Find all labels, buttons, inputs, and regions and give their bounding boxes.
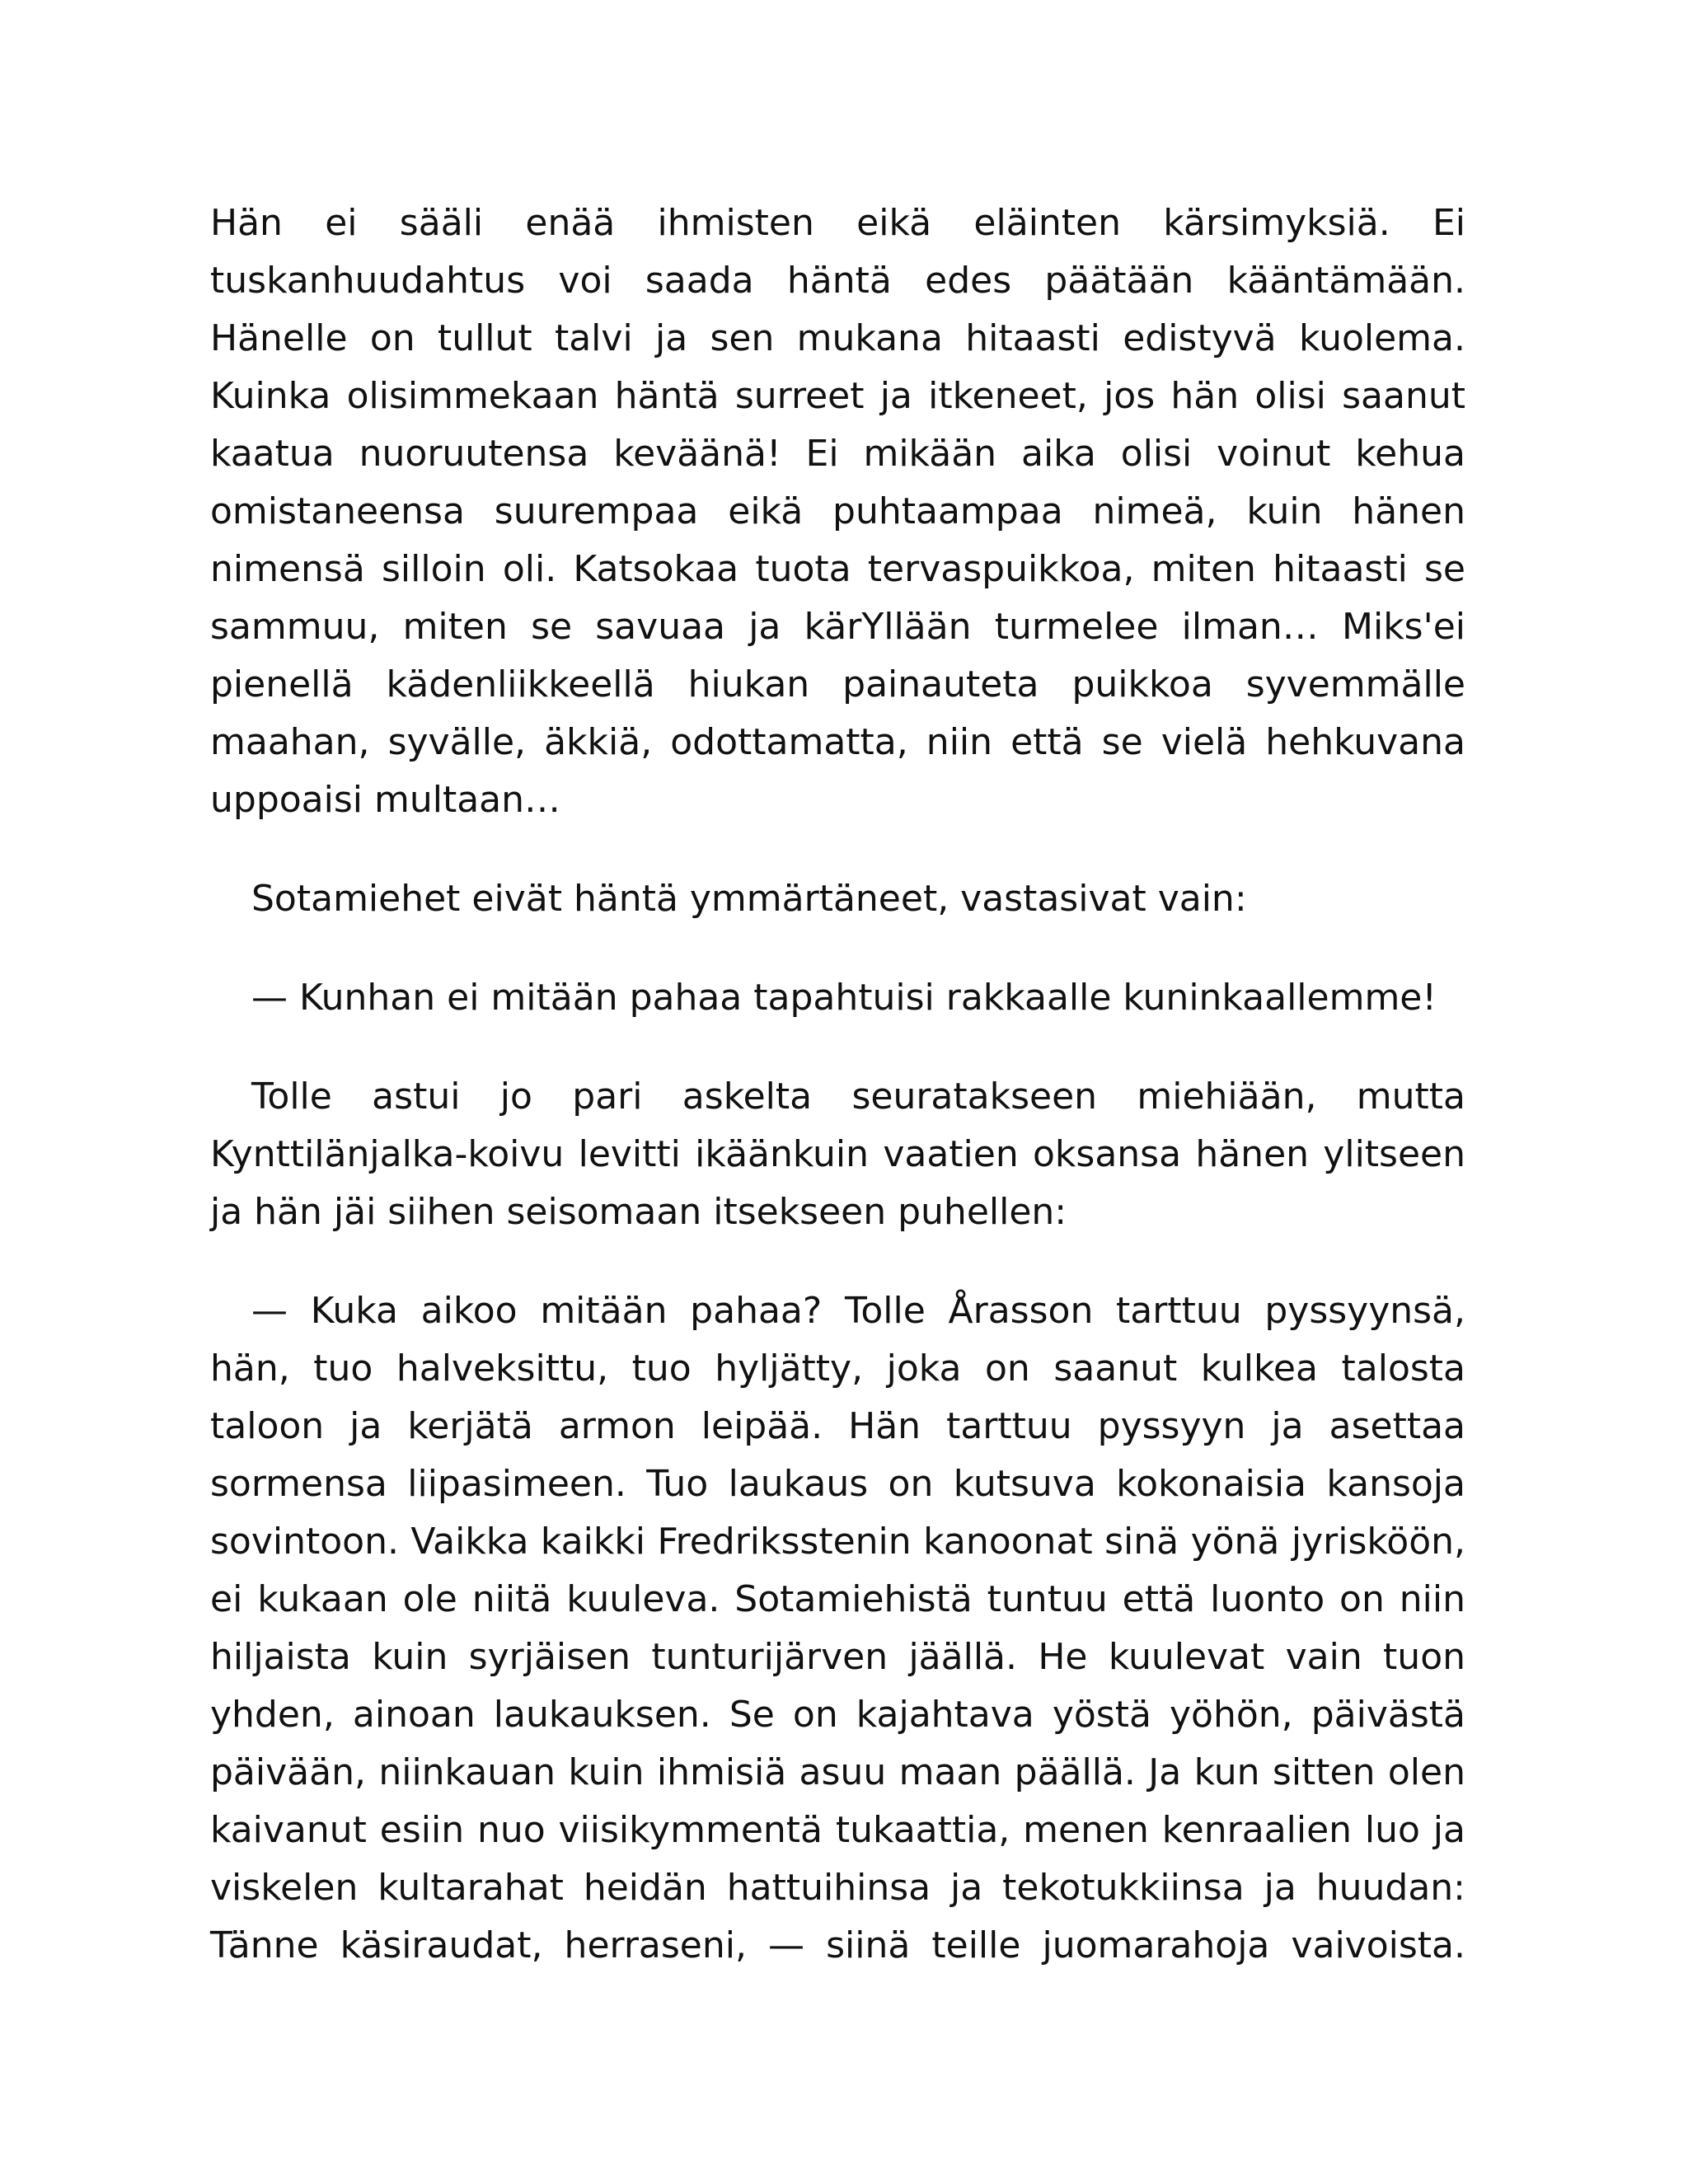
paragraph-4: Tolle astui jo pari askelta seuratakseen miehiään, mutta Kynttilänjalka-koivu levitti ikäänkuin vaatien oksansa hänen ylitseen ja hän jäi siihen seisomaan itsekseen puhellen: xyxy=(210,1076,1465,1233)
paragraph-1: Hän ei sääli enää ihmisten eikä eläinten kärsimyksiä. Ei tuskanhuudahtus voi saada häntä edes päätään kääntämään. Hänelle on tullut talvi ja sen mukana hitaasti edistyvä kuolema. Kuinka olisimmekaan häntä surreet ja itkeneet, jos hän olisi saanut kaatua nuoruutensa keväänä! Ei mikään aika olisi voinut kehua omistaneensa suurempaa eikä puhtaampaa nimeä, kuin hänen nimensä silloin oli. Katsokaa tuota tervaspuikkoa, miten hitaasti se sammuu, miten se savuaa ja kärYllään turmelee ilman… Miks'ei pienellä kädenliikkeellä hiukan painauteta puikkoa syvemmälle maahan, syvälle, äkkiä, odottamatta, niin että se vielä hehkuvana uppoaisi multaan… xyxy=(210,202,1465,821)
paragraph-5: — Kuka aikoo mitään pahaa? Tolle Årasson tarttuu pyssyynsä, hän, tuo halveksittu, tuo hyljätty, joka on saanut kulkea talosta taloon ja kerjätä armon leipää. Hän tarttuu pyssyyn ja asettaa sormensa liipasimeen. Tuo laukaus on kutsuva kokonaisia kansoja sovintoon. Vaikka kaikki Fredriksstenin kanoonat sinä yönä jyrisköön, ei kukaan ole niitä kuuleva. Sotamiehistä tuntuu että luonto on niin hiljaista kuin syrjäisen tunturijärven jäällä. He kuulevat vain tuon yhden, ainoan laukauksen. Se on kajahtava yöstä yöhön, päivästä päivään, niinkauan kuin ihmisiä asuu maan päällä. Ja kun sitten olen kaivanut esiin nuo viisikymmentä tukaattia, menen kenraalien luo ja viskelen kultarahat heidän hattuihinsa ja tekotukkiinsa ja huudan: Tänne käsiraudat, herraseni, — siinä teille juomarahoja vaivoista. xyxy=(210,1290,1465,1966)
document-page xyxy=(210,194,1465,1975)
paragraph-3: — Kunhan ei mitään pahaa tapahtuisi rakkaalle kuninkaallemme! xyxy=(251,977,1437,1019)
paragraph-2: Sotamiehet eivät häntä ymmärtäneet, vastasivat vain: xyxy=(251,878,1247,920)
